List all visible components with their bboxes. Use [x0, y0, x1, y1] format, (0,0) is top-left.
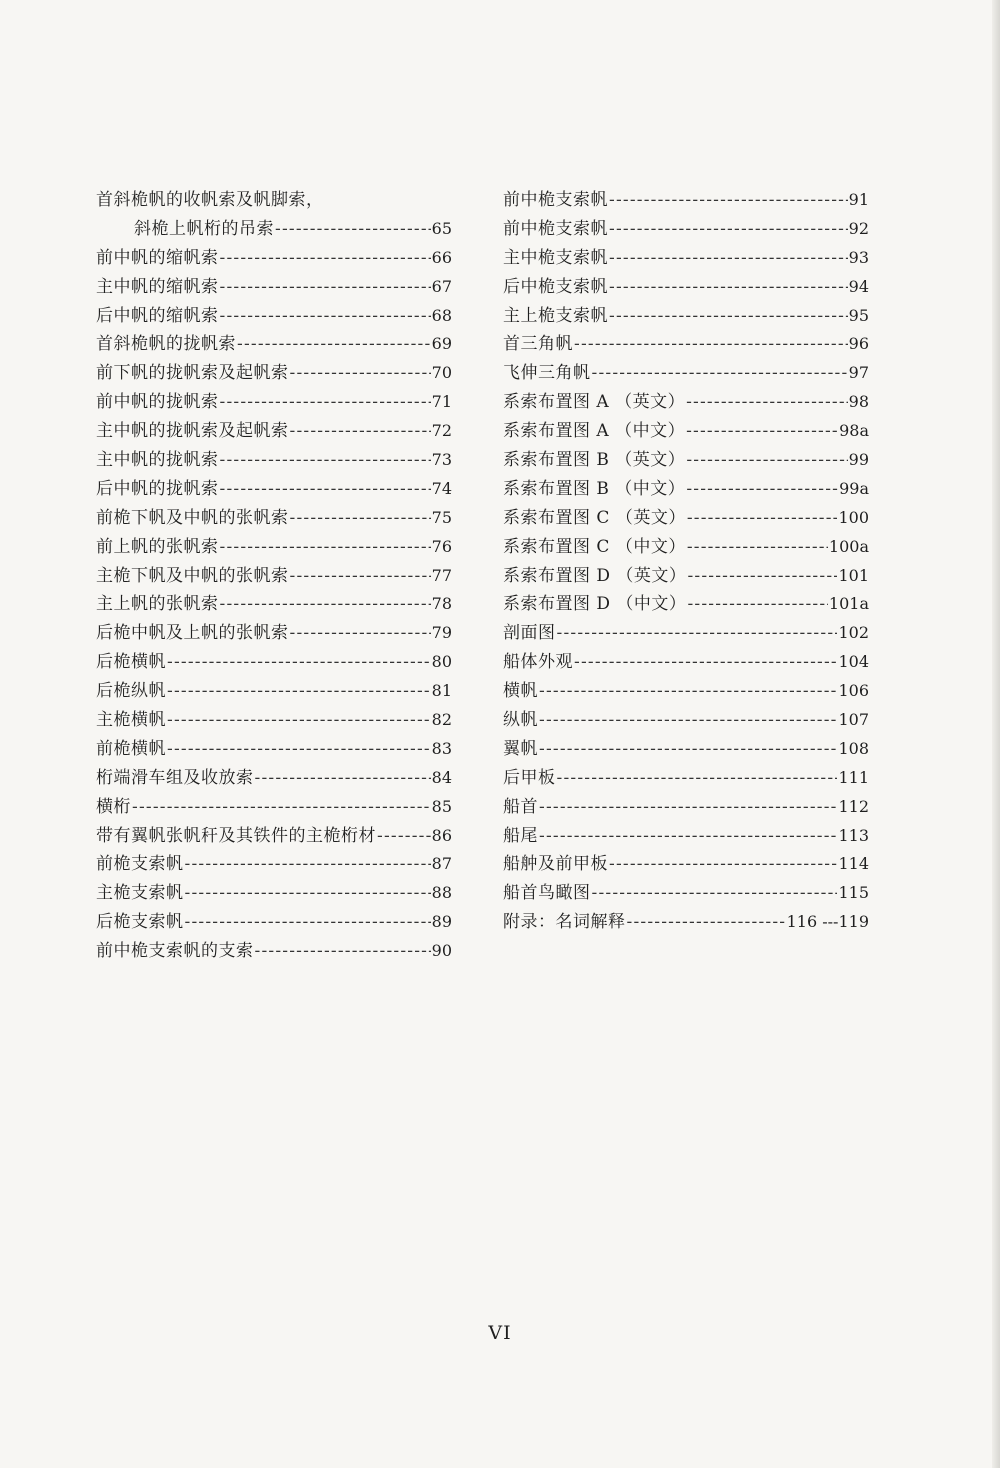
toc-entry-page: 91	[848, 190, 869, 209]
toc-entry	[503, 764, 869, 793]
toc-entry-title: 系索布置图 A （英文）	[503, 392, 686, 413]
toc-entry-title: 后桅纵帆	[96, 681, 166, 702]
toc-entry	[503, 359, 869, 388]
toc-entry-page: 69	[431, 334, 452, 354]
toc-entry-title: 前中桅支索帆	[503, 218, 608, 239]
toc-entry-title: 后甲板	[503, 767, 556, 788]
toc-entry	[503, 302, 869, 331]
toc-entry-title: 主中帆的缩帆索	[96, 276, 219, 297]
toc-entry-title: 首三角帆	[503, 334, 573, 355]
toc-entry-page: 73	[431, 450, 452, 470]
toc-entry-title: 带有翼帆张帆秆及其铁件的主桅桁材	[96, 825, 376, 846]
toc-entry-title: 前中帆的拢帆索	[96, 392, 219, 413]
toc-entry	[503, 735, 869, 764]
toc-entry	[96, 619, 452, 648]
toc-entry	[96, 330, 452, 359]
toc-entry-page: 92	[848, 218, 869, 238]
toc-entry-title: 主上帆的张帆索	[96, 594, 219, 615]
toc-entry-page: 98	[848, 392, 869, 412]
toc-entry-title: 系索布置图 A （中文）	[503, 421, 686, 442]
toc-entry-page: 96	[848, 334, 869, 354]
toc-entry	[503, 417, 869, 446]
toc-entry-page: 100a	[828, 536, 869, 556]
toc-entry	[503, 908, 869, 937]
toc-entry-title: 桁端滑车组及收放索	[96, 767, 254, 788]
toc-entry-page: 101	[838, 565, 869, 585]
toc-dot-leader	[185, 879, 431, 908]
toc-entry-page: 107	[838, 710, 869, 730]
toc-dot-leader	[687, 590, 827, 619]
toc-entry-title: 系索布置图 C （中文）	[503, 536, 686, 557]
toc-dot-leader	[255, 937, 431, 966]
toc-dot-leader	[557, 764, 838, 793]
toc-entry-page: 90	[431, 941, 452, 961]
toc-entry	[503, 215, 869, 244]
toc-entry-page: 89	[431, 912, 452, 932]
toc-entry	[96, 706, 452, 735]
toc-entry-page: 66	[431, 247, 452, 267]
toc-entry-title: 前桅支索帆	[96, 854, 184, 875]
toc-entry-page: 114	[838, 854, 869, 874]
toc-dot-leader	[609, 215, 848, 244]
toc-entry-page: 80	[431, 652, 452, 672]
page-folio: VI	[488, 1322, 512, 1344]
toc-dot-leader	[687, 562, 837, 591]
toc-dot-leader	[185, 850, 431, 879]
toc-entry-page: 106	[838, 681, 869, 701]
toc-dot-leader	[220, 533, 431, 562]
toc-entry-title: 船舯及前甲板	[503, 854, 608, 875]
toc-dot-leader	[290, 504, 431, 533]
toc-entry-title: 船尾	[503, 825, 538, 846]
toc-dot-leader	[377, 822, 431, 851]
toc-entry-title: 首斜桅帆的收帆索及帆脚索，	[96, 190, 324, 210]
toc-dot-leader	[539, 735, 837, 764]
toc-dot-leader	[609, 186, 848, 215]
toc-entry-title: 后中帆的缩帆索	[96, 305, 219, 326]
toc-entry-page: 113	[838, 825, 869, 845]
toc-entry	[503, 504, 869, 533]
toc-dot-leader	[220, 273, 431, 302]
toc-dot-leader	[275, 215, 431, 244]
toc-entry-page: 94	[848, 276, 869, 296]
toc-entry-page: 97	[848, 363, 869, 383]
toc-entry-page: 112	[838, 796, 869, 816]
toc-entry	[503, 619, 869, 648]
toc-entry-page: 65	[431, 218, 452, 238]
toc-entry	[503, 590, 869, 619]
toc-entry-page: 68	[431, 305, 452, 325]
toc-dot-leader	[539, 677, 837, 706]
toc-entry-title: 后桅中帆及上帆的张帆索	[96, 623, 289, 644]
toc-entry-title: 系索布置图 B （英文）	[503, 450, 686, 471]
toc-entry-page: 102	[838, 623, 869, 643]
toc-entry-page: 82	[431, 710, 452, 730]
toc-entry-page: 87	[431, 854, 452, 874]
toc-dot-leader	[290, 417, 431, 446]
toc-entry-title: 后中桅支索帆	[503, 276, 608, 297]
toc-entry-title: 横帆	[503, 681, 538, 702]
toc-dot-leader	[687, 504, 838, 533]
toc-entry	[503, 562, 869, 591]
toc-entry-page: 71	[431, 392, 452, 412]
toc-entry	[503, 879, 869, 908]
toc-entry	[96, 908, 452, 937]
toc-entry-page: 81	[431, 681, 452, 701]
toc-entry-title: 前下帆的拢帆索及起帆索	[96, 363, 289, 384]
toc-dot-leader	[609, 244, 848, 273]
toc-entry-title: 系索布置图 D （英文）	[503, 565, 687, 586]
toc-dot-leader	[220, 590, 431, 619]
toc-entry	[503, 273, 869, 302]
toc-entry-page: 86	[431, 825, 452, 845]
toc-entry-page: 101a	[828, 594, 869, 614]
toc-entry-page: 108	[838, 738, 869, 758]
toc-entry-title: 前桅下帆及中帆的张帆索	[96, 507, 289, 528]
toc-entry	[503, 186, 869, 215]
toc-dot-leader	[539, 822, 837, 851]
toc-column-left	[96, 186, 452, 966]
toc-entry-page: 84	[431, 767, 452, 787]
toc-entry-title: 主中桅支索帆	[503, 247, 608, 268]
toc-entry-page: 99	[848, 450, 869, 470]
toc-dot-leader	[290, 619, 431, 648]
toc-entry-page: 95	[848, 305, 869, 325]
toc-entry	[96, 562, 452, 591]
toc-entry-page: 93	[848, 247, 869, 267]
toc-entry-page: 76	[431, 536, 452, 556]
toc-entry	[503, 648, 869, 677]
toc-column-right	[503, 186, 869, 937]
toc-dot-leader	[609, 302, 848, 331]
toc-entry-title: 船首	[503, 796, 538, 817]
toc-dot-leader	[167, 735, 431, 764]
toc-dot-leader	[255, 764, 431, 793]
toc-dot-leader	[167, 648, 431, 677]
toc-entry-page: 116 ---119	[786, 912, 869, 932]
toc-dot-leader	[609, 850, 837, 879]
toc-dot-leader	[686, 446, 847, 475]
toc-dot-leader	[687, 533, 828, 562]
toc-entry-title: 飞伸三角帆	[503, 363, 591, 384]
toc-entry-page: 67	[431, 276, 452, 296]
toc-entry	[96, 359, 452, 388]
toc-entry-page: 75	[431, 507, 452, 527]
toc-entry	[96, 850, 452, 879]
toc-entry	[96, 475, 452, 504]
toc-entry	[503, 446, 869, 475]
toc-entry-title: 纵帆	[503, 710, 538, 731]
toc-dot-leader	[574, 648, 837, 677]
toc-dot-leader	[290, 562, 431, 591]
toc-dot-leader	[592, 359, 848, 388]
toc-entry	[503, 706, 869, 735]
toc-entry	[96, 302, 452, 331]
toc-entry	[503, 330, 869, 359]
toc-entry-page: 72	[431, 421, 452, 441]
toc-entry-title: 主桅支索帆	[96, 883, 184, 904]
toc-entry-title: 附录：名词解释	[503, 912, 626, 933]
toc-entry-page: 100	[838, 507, 869, 527]
toc-entry-title: 主中帆的拢帆索	[96, 450, 219, 471]
page-edge-shadow	[992, 0, 1000, 1468]
toc-entry-title: 主桅下帆及中帆的张帆索	[96, 565, 289, 586]
toc-entry-title: 前中桅支索帆的支索	[96, 941, 254, 962]
toc-entry	[96, 764, 452, 793]
toc-entry	[503, 533, 869, 562]
toc-dot-leader	[220, 446, 431, 475]
toc-entry-title: 主上桅支索帆	[503, 305, 608, 326]
toc-dot-leader	[539, 793, 837, 822]
toc-entry-title: 剖面图	[503, 623, 556, 644]
toc-entry	[96, 417, 452, 446]
toc-entry	[96, 186, 452, 215]
toc-entry-title: 横桁	[96, 796, 131, 817]
toc-entry-page: 83	[431, 738, 452, 758]
toc-entry-page: 74	[431, 478, 452, 498]
toc-entry-page: 78	[431, 594, 452, 614]
toc-dot-leader	[167, 677, 431, 706]
toc-entry	[96, 793, 452, 822]
toc-entry-title: 首斜桅帆的拢帆索	[96, 334, 236, 355]
toc-entry-page: 99a	[839, 478, 869, 498]
toc-dot-leader	[167, 706, 431, 735]
toc-dot-leader	[220, 388, 431, 417]
toc-entry	[503, 475, 869, 504]
toc-dot-leader	[574, 330, 848, 359]
toc-entry-page: 104	[838, 652, 869, 672]
toc-entry-page: 79	[431, 623, 452, 643]
toc-entry-title: 系索布置图 C （英文）	[503, 507, 686, 528]
toc-entry	[96, 215, 452, 244]
toc-entry-title: 后桅横帆	[96, 652, 166, 673]
toc-entry-title: 主桅横帆	[96, 710, 166, 731]
toc-entry-title: 前桅横帆	[96, 738, 166, 759]
toc-entry	[96, 677, 452, 706]
toc-entry-title: 后桅支索帆	[96, 912, 184, 933]
toc-entry	[96, 504, 452, 533]
toc-entry	[503, 793, 869, 822]
toc-entry-title: 斜桅上帆桁的吊索	[134, 218, 274, 239]
toc-entry	[503, 677, 869, 706]
toc-entry	[503, 850, 869, 879]
toc-dot-leader	[609, 273, 848, 302]
toc-entry	[96, 879, 452, 908]
toc-dot-leader	[132, 793, 431, 822]
toc-entry-title: 系索布置图 B （中文）	[503, 478, 686, 499]
toc-entry-title: 前中桅支索帆	[503, 190, 608, 210]
toc-dot-leader	[686, 417, 838, 446]
toc-entry	[96, 648, 452, 677]
toc-entry	[503, 244, 869, 273]
toc-entry-title: 前上帆的张帆索	[96, 536, 219, 557]
toc-entry	[503, 822, 869, 851]
toc-entry-page: 98a	[839, 421, 869, 441]
toc-dot-leader	[627, 908, 786, 937]
toc-entry	[96, 533, 452, 562]
toc-entry-title: 主中帆的拢帆索及起帆索	[96, 421, 289, 442]
toc-entry-title: 船首鸟瞰图	[503, 883, 591, 904]
toc-entry-page: 111	[838, 767, 869, 787]
toc-entry-title: 前中帆的缩帆索	[96, 247, 219, 268]
toc-entry-title: 后中帆的拢帆索	[96, 478, 219, 499]
toc-entry-title: 翼帆	[503, 738, 538, 759]
toc-entry	[503, 388, 869, 417]
toc-entry	[96, 822, 452, 851]
toc-dot-leader	[539, 706, 837, 735]
toc-entry-page: 85	[431, 796, 452, 816]
toc-dot-leader	[220, 475, 431, 504]
toc-entry	[96, 273, 452, 302]
toc-dot-leader	[237, 330, 431, 359]
toc-entry	[96, 937, 452, 966]
toc-dot-leader	[592, 879, 838, 908]
toc-entry	[96, 590, 452, 619]
toc-entry-title: 船体外观	[503, 652, 573, 673]
toc-entry	[96, 446, 452, 475]
toc-dot-leader	[557, 619, 838, 648]
toc-entry	[96, 244, 452, 273]
toc-dot-leader	[220, 244, 431, 273]
toc-entry-page: 115	[838, 883, 869, 903]
toc-entry-title: 系索布置图 D （中文）	[503, 594, 687, 615]
toc-entry	[96, 735, 452, 764]
toc-entry-page: 88	[431, 883, 452, 903]
toc-dot-leader	[220, 302, 431, 331]
toc-dot-leader	[290, 359, 431, 388]
toc-entry	[96, 388, 452, 417]
toc-entry-page: 77	[431, 565, 452, 585]
toc-dot-leader	[686, 388, 848, 417]
toc-dot-leader	[686, 475, 838, 504]
toc-entry-page: 70	[431, 363, 452, 383]
toc-dot-leader	[185, 908, 431, 937]
